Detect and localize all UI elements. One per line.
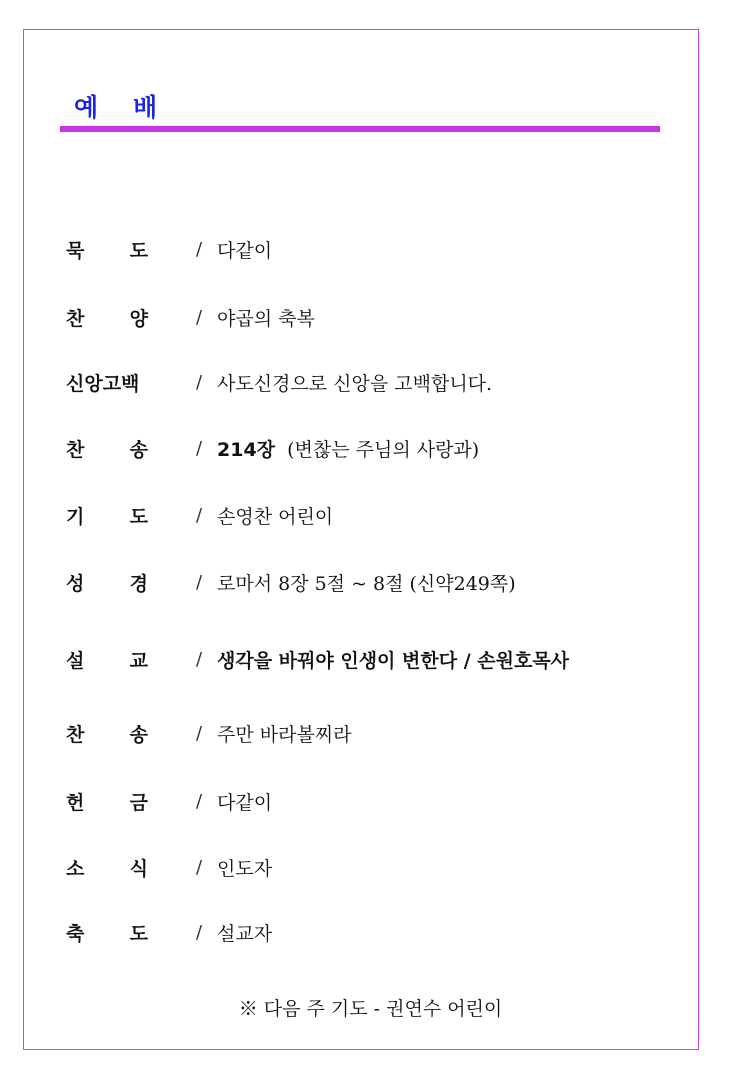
item-value: 주만 바라볼찌라 <box>217 723 352 746</box>
label-char: 찬 <box>66 438 85 461</box>
item-label <box>66 788 181 815</box>
list-item <box>66 234 272 264</box>
list-item <box>66 302 315 332</box>
label-char: 식 <box>129 857 148 880</box>
separator: / <box>195 790 203 812</box>
label-char: 금 <box>129 791 148 814</box>
separator: / <box>195 437 203 459</box>
label-char: 헌 <box>66 791 85 814</box>
page-frame <box>23 29 699 1050</box>
item-value: 생각을 바꿔야 인생이 변한다 / 손원호목사 <box>217 649 570 672</box>
item-value: 다같이 <box>217 791 273 814</box>
label-char: 양 <box>129 307 148 330</box>
item-value: 설교자 <box>217 922 273 945</box>
list-item <box>66 500 333 530</box>
list-item <box>66 718 352 748</box>
label-char: 설 <box>66 649 85 672</box>
item-label <box>66 304 181 331</box>
label-char: 송 <box>129 438 148 461</box>
item-value: 다같이 <box>217 239 273 262</box>
item-label <box>66 720 181 747</box>
page-title: 예 배 <box>74 93 158 122</box>
list-item <box>66 367 492 397</box>
list-item <box>66 917 272 947</box>
item-label <box>66 919 181 946</box>
label-char: 소 <box>66 857 85 880</box>
title-underline <box>60 126 660 132</box>
label-char: 도 <box>129 239 148 262</box>
label-char: 송 <box>129 723 148 746</box>
item-value: 사도신경으로 신앙을 고백합니다. <box>217 372 493 395</box>
label-char: 찬 <box>66 723 85 746</box>
item-value: 로마서 8장 5절 ~ 8절 (신약249쪽) <box>217 572 516 595</box>
item-label <box>66 569 181 596</box>
item-value: 야곱의 축복 <box>217 307 315 330</box>
separator: / <box>195 504 203 526</box>
label-char: 교 <box>129 649 148 672</box>
separator: / <box>195 306 203 328</box>
label-char: 기 <box>66 505 85 528</box>
label-char: 성 <box>66 572 85 595</box>
hymn-title: (변찮는 주님의 사랑과) <box>275 438 480 461</box>
item-value: 인도자 <box>217 857 273 880</box>
list-item <box>66 852 272 882</box>
item-label: 신앙고백 <box>66 372 140 395</box>
item-label <box>66 854 181 881</box>
list-item <box>66 567 516 597</box>
item-value: 손영찬 어린이 <box>217 505 334 528</box>
item-label <box>66 435 181 462</box>
label-char: 경 <box>129 572 148 595</box>
separator: / <box>195 238 203 260</box>
item-label <box>66 646 181 673</box>
item-value <box>217 435 479 462</box>
hymn-number: 214장 <box>217 438 276 461</box>
next-week-notice: ※ 다음 주 기도 - 권연수 어린이 <box>238 998 503 1020</box>
item-label <box>66 502 181 529</box>
label-char: 도 <box>129 922 148 945</box>
separator: / <box>195 921 203 943</box>
label-char: 찬 <box>66 307 85 330</box>
list-item <box>66 644 569 674</box>
list-item <box>66 786 272 816</box>
list-item <box>66 433 479 463</box>
separator: / <box>195 571 203 593</box>
label-char: 묵 <box>66 239 85 262</box>
item-label <box>66 236 181 263</box>
label-char: 도 <box>129 505 148 528</box>
separator: / <box>195 648 203 670</box>
separator: / <box>195 371 203 393</box>
label-char: 축 <box>66 922 85 945</box>
separator: / <box>195 856 203 878</box>
separator: / <box>195 722 203 744</box>
